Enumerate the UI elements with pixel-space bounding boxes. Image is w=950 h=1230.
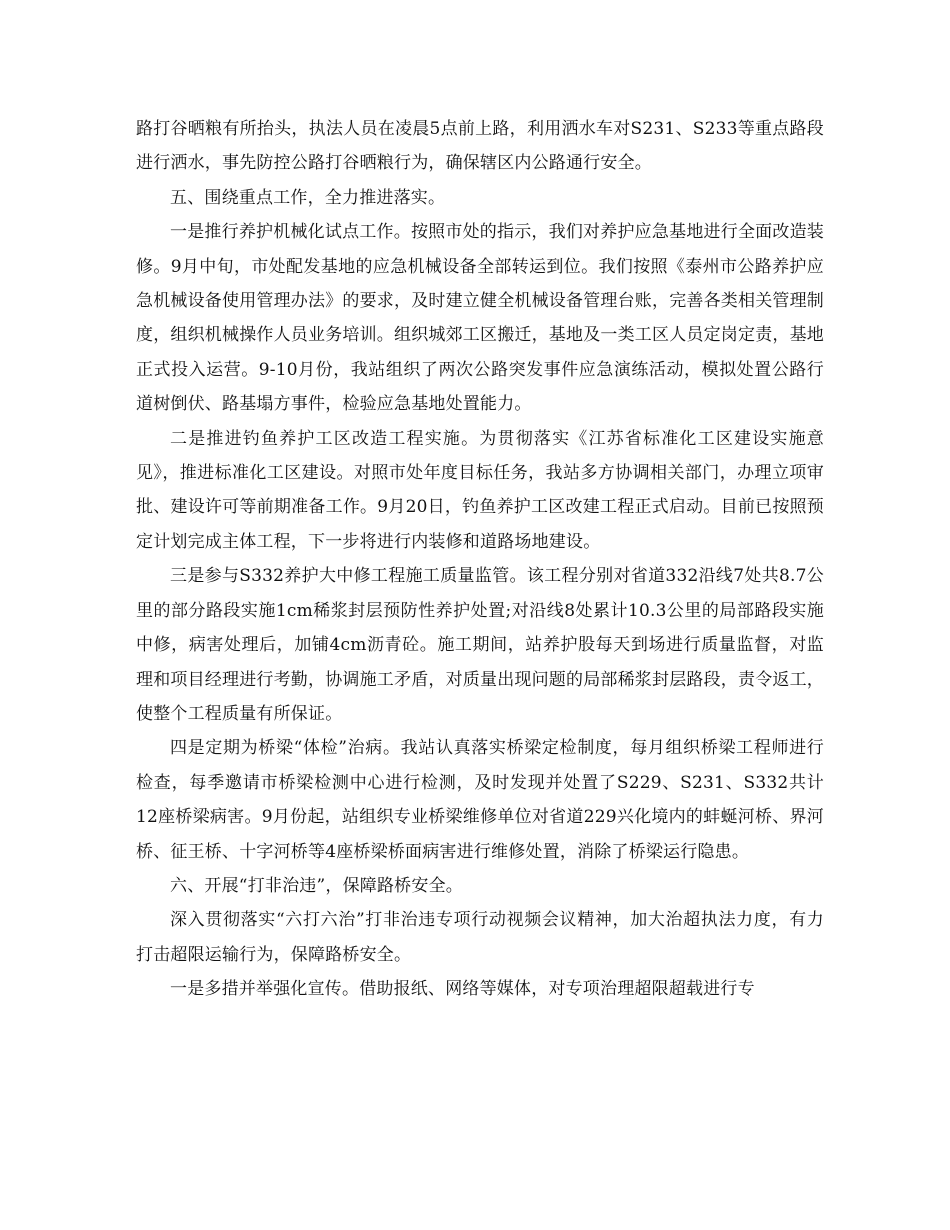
paragraph: 二是推进钓鱼养护工区改造工程实施。为贯彻落实《江苏省标准化工区建设实施意见》，推进标准化工区建设。对照市处年度目标任务，我站多方协调相关部门，办理立项审批、建设许可等前期准备工作。9月20日，钓鱼养护工区改建工程正式启动。目前已按照预定计划完成主体工程，下一步将进行内装修和道路场地建设。 (136, 428, 824, 552)
section-heading: 六、开展“打非治违”，保障路桥安全。 (170, 875, 463, 896)
paragraph: 路打谷晒粮有所抬头，执法人员在凌晨5点前上路，利用洒水车对S231、S233等重点路段进行洒水，事先防控公路打谷晒粮行为，确保辖区内公路通行安全。 (136, 119, 824, 174)
paragraph: 一是多措并举强化宣传。借助报纸、网络等媒体，对专项治理超限超载进行专 (170, 979, 755, 1000)
document-body (136, 112, 824, 1007)
section-heading: 五、围绕重点工作，全力推进落实。 (170, 187, 446, 208)
paragraph: 一是推行养护机械化试点工作。按照市处的指示，我们对养护应急基地进行全面改造装修。9月中旬，市处配发基地的应急机械设备全部转运到位。我们按照《泰州市公路养护应急机械设备使用管理办法》的要求，及时建立健全机械设备管理台账，完善各类相关管理制度，组织机械操作人员业务培训。组织城郊工区搬迁，基地及一类工区人员定岗定责，基地正式投入运营。9-10月份，我站组织了两次公路突发事件应急演练活动，模拟处置公路行道树倒伏、路基塌方事件，检验应急基地处置能力。 (136, 222, 824, 415)
paragraph: 四是定期为桥梁“体检”治病。我站认真落实桥梁定检制度，每月组织桥梁工程师进行检查，每季邀请市桥梁检测中心进行检测，及时发现并处置了S229、S231、S332共计12座桥梁病害。9月份起，站组织专业桥梁维修单位对省道229兴化境内的蚌蜒河桥、界河桥、征王桥、十字河桥等4座桥梁桥面病害进行维修处置，消除了桥梁运行隐患。 (136, 738, 824, 862)
paragraph: 深入贯彻落实“六打六治”打非治违专项行动视频会议精神，加大治超执法力度，有力打击超限运输行为，保障路桥安全。 (136, 910, 824, 965)
paragraph: 三是参与S332养护大中修工程施工质量监管。该工程分别对省道332沿线7处共8.7公里的部分路段实施1cm稀浆封层预防性养护处置;对沿线8处累计10.3公里的局部路段实施中修，病害处理后，加铺4cm沥青砼。施工期间，站养护股每天到场进行质量监督，对监理和项目经理进行考勤，协调施工矛盾，对质量出现问题的局部稀浆封层路段，责令返工，使整个工程质量有所保证。 (136, 566, 824, 724)
